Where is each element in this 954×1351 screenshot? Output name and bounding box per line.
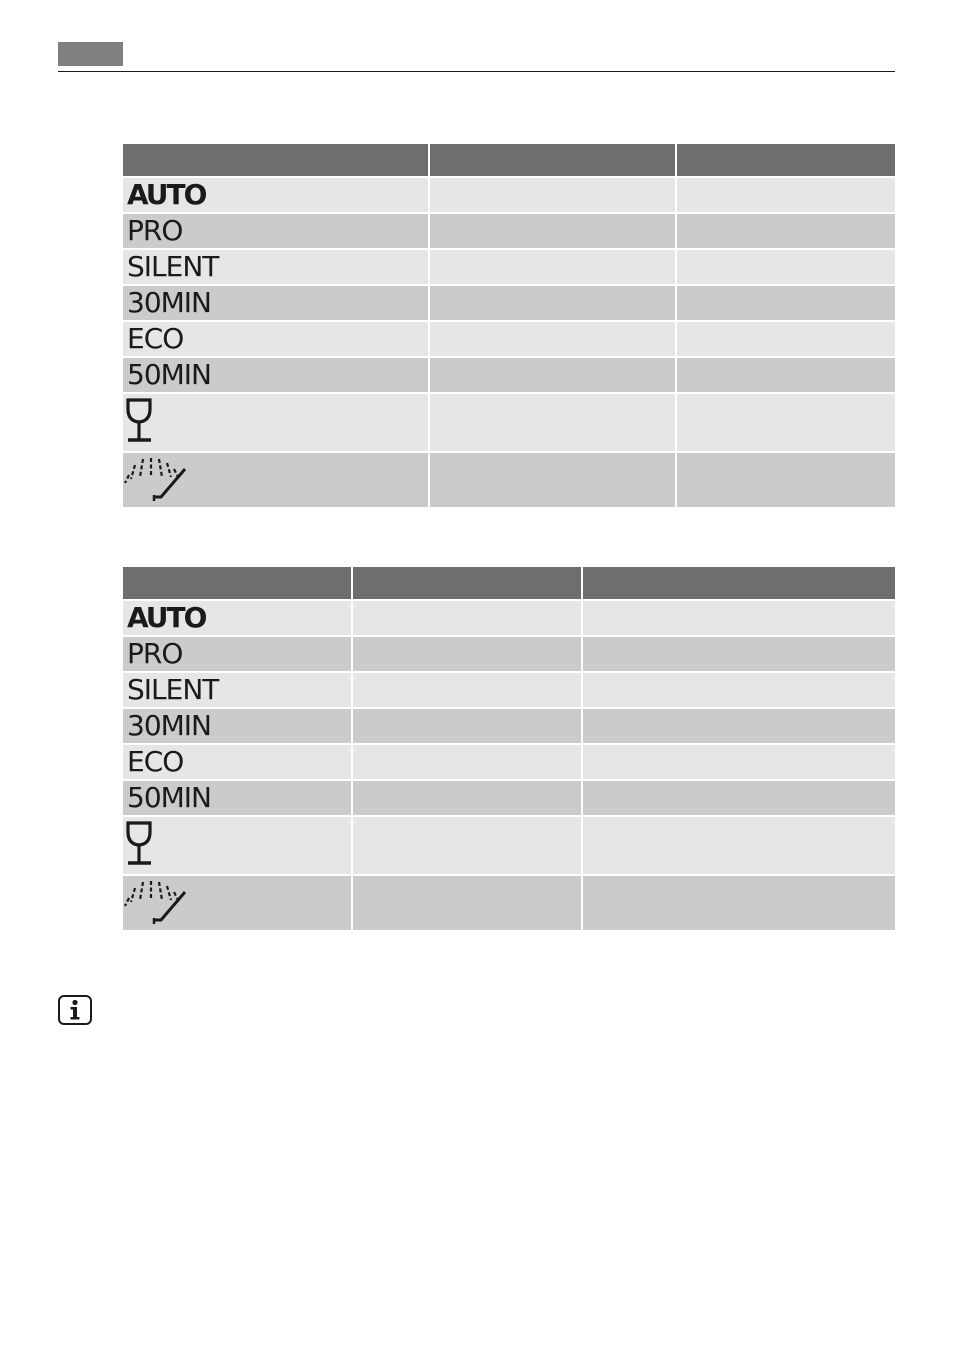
table-row (122, 744, 896, 780)
table-cell (676, 177, 896, 213)
header-cell (429, 143, 676, 177)
program-label-50min: 50MIN (127, 781, 211, 814)
header-cell (582, 566, 896, 600)
table-cell (676, 249, 896, 285)
table-cell (582, 672, 896, 708)
table-cell (676, 321, 896, 357)
table-cell (676, 393, 896, 452)
table-row (122, 816, 896, 875)
table-header-row (122, 143, 896, 177)
table-cell (676, 357, 896, 393)
program-label-auto: AUTO (127, 178, 206, 211)
program-label-silent: SILENT (127, 250, 219, 283)
table-row (122, 672, 896, 708)
table-cell (352, 875, 582, 931)
info-icon (58, 995, 92, 1025)
header-cell (676, 143, 896, 177)
table-cell (429, 452, 676, 508)
program-label-auto: AUTO (127, 601, 206, 634)
table-cell (429, 177, 676, 213)
table-row (122, 321, 896, 357)
table-cell (676, 285, 896, 321)
table-cell (582, 875, 896, 931)
table-cell (676, 213, 896, 249)
header-cell (122, 566, 352, 600)
table-cell (352, 636, 582, 672)
rinse-spray-icon (123, 453, 189, 503)
program-label-pro: PRO (127, 637, 183, 670)
table-cell (352, 816, 582, 875)
table-cell (352, 672, 582, 708)
program-label-pro: PRO (127, 214, 183, 247)
table-cell (429, 321, 676, 357)
table-cell (429, 213, 676, 249)
table-cell (352, 600, 582, 636)
rinse-spray-icon (123, 876, 189, 926)
table-cell (582, 816, 896, 875)
table-cell (352, 744, 582, 780)
table-row (122, 452, 896, 508)
program-label-eco: ECO (127, 322, 184, 355)
header-cell (352, 566, 582, 600)
table-row (122, 600, 896, 636)
table-cell (582, 600, 896, 636)
program-label-30min: 30MIN (127, 286, 211, 319)
table-cell (582, 636, 896, 672)
table-row (122, 393, 896, 452)
program-label-silent: SILENT (127, 673, 219, 706)
header-cell (122, 143, 429, 177)
table-row (122, 177, 896, 213)
table-cell (582, 708, 896, 744)
table-row (122, 708, 896, 744)
program-table-2 (121, 565, 897, 932)
glass-icon (123, 820, 157, 868)
table-cell (582, 780, 896, 816)
table-row (122, 357, 896, 393)
table-cell (429, 393, 676, 452)
table-row (122, 875, 896, 931)
page-tab-marker (58, 42, 123, 66)
table-header-row (122, 566, 896, 600)
table-row (122, 213, 896, 249)
program-table-1 (121, 142, 897, 509)
table-cell (429, 357, 676, 393)
table-row (122, 780, 896, 816)
table-cell (429, 249, 676, 285)
table-cell (429, 285, 676, 321)
table-row (122, 285, 896, 321)
table-row (122, 636, 896, 672)
table-row (122, 249, 896, 285)
program-label-eco: ECO (127, 745, 184, 778)
header-rule (58, 71, 895, 72)
table-cell (676, 452, 896, 508)
table-cell (352, 780, 582, 816)
table-cell (582, 744, 896, 780)
glass-icon (123, 397, 157, 445)
program-label-50min: 50MIN (127, 358, 211, 391)
program-label-30min: 30MIN (127, 709, 211, 742)
table-cell (352, 708, 582, 744)
